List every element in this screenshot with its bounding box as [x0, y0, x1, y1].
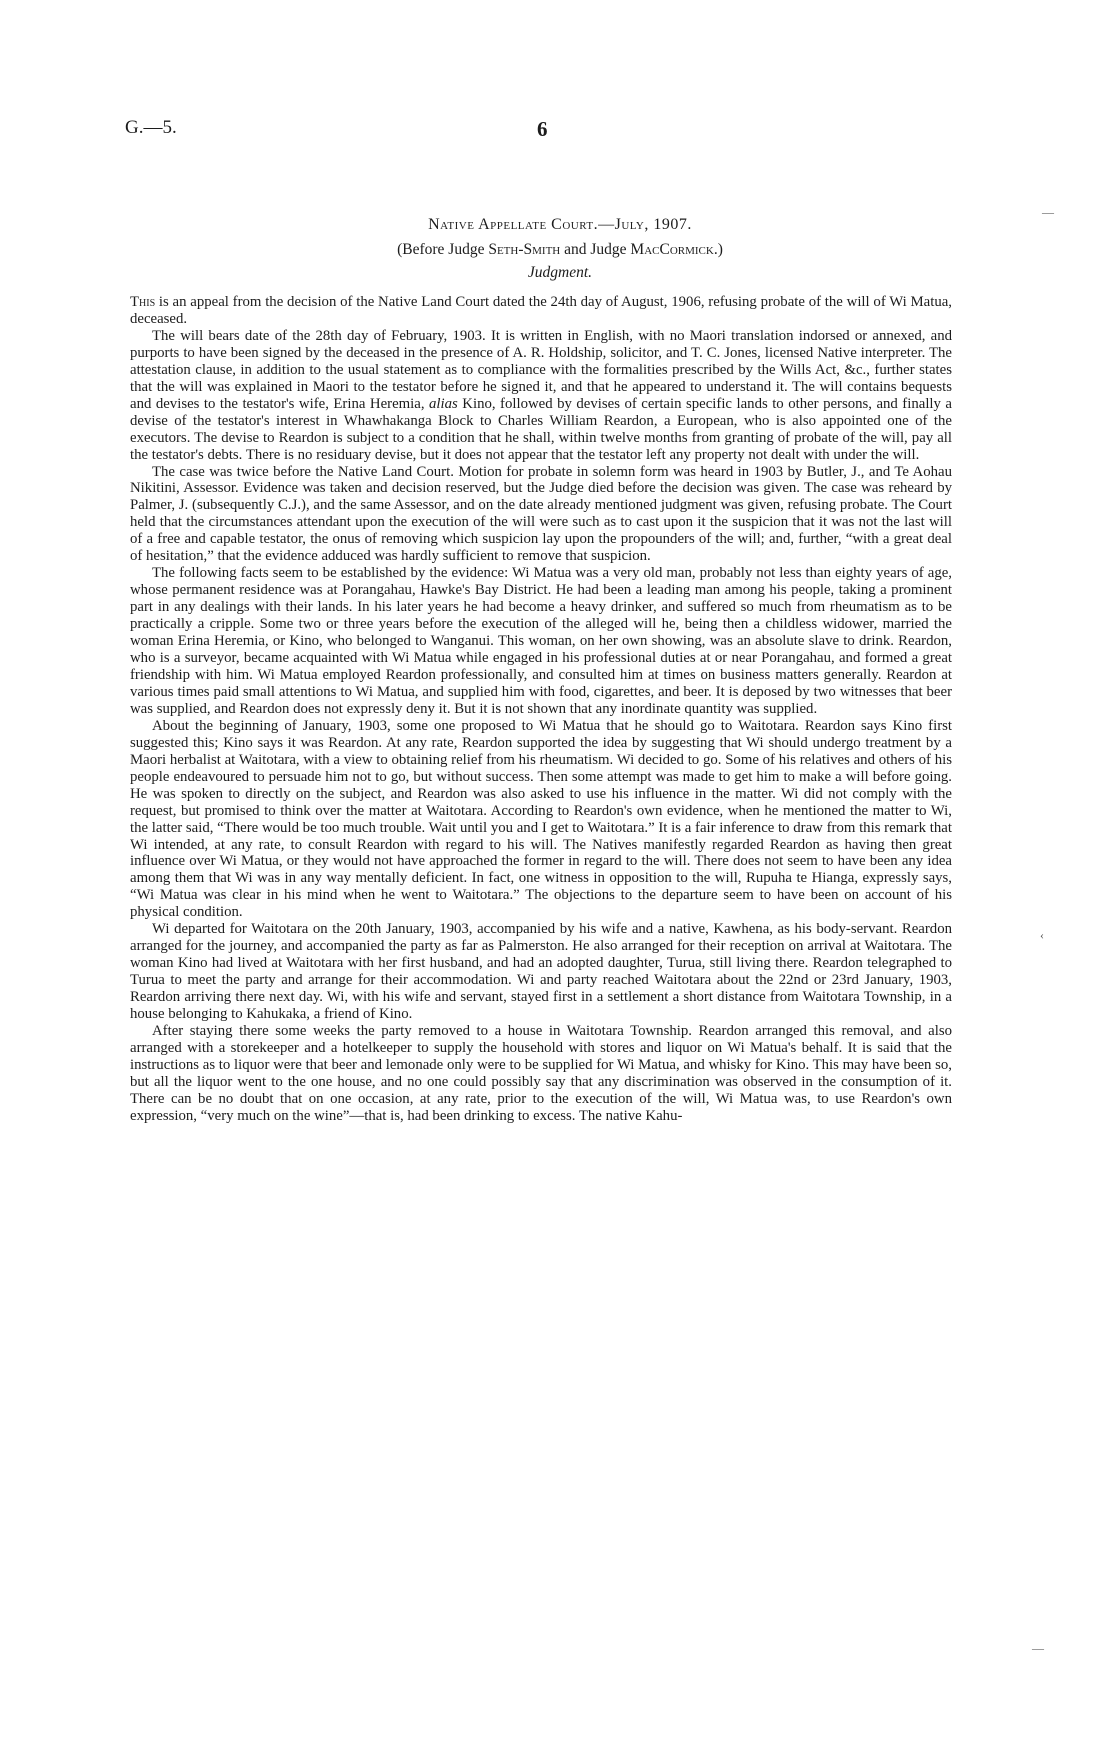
- judge-seth-smith: Seth-Smith: [488, 241, 561, 258]
- paragraph-text-continued: Kino, followed by devises of certain specific lands to other persons, and finally a devise of the testator's interest in Whawhakanga Block to Charles William Reardon, a European, who is also appointed one of the executors. The devise to Reardon is subject to a condition that he shall, within twelve months from granting of probate of the will, pay all the testator's debts. There is no residuary devise, but it does not appear that the testator left any property not dealt with under the will.: [130, 395, 952, 463]
- paragraph-italic: alias: [429, 395, 458, 412]
- paragraph-lead-word: This: [130, 294, 156, 310]
- scan-mark: ‹: [1040, 928, 1044, 942]
- paragraph: [130, 328, 952, 464]
- judges-line-prefix: (Before Judge: [397, 241, 489, 258]
- paragraph: After staying there some weeks the party removed to a house in Waitotara Township. Reardon arranged this removal, and also arranged with a storekeeper and a hotelkeeper to supply the household with stores and liquor on Wi Matua's behalf. It is said that the instructions as to liquor were that beer and lemonade only were to be supplied for Wi Matua, and whisky for Kino. This may have been so, but all the liquor went to the one house, and no one could possibly say that any discrimination was observed in the consumption of it. There can be no doubt that on one occasion, at any rate, prior to the execution of the will, Wi Matua was, to use Reardon's own expression, “very much on the wine”—that is, had been drinking to excess. The native Kahu-: [130, 1022, 952, 1124]
- paragraph: About the beginning of January, 1903, some one proposed to Wi Matua that he should go to Waitotara. Reardon says Kino first suggested this; Kino says it was Reardon. At any rate, Reardon supported the idea by suggesting that Wi should undergo treatment by a Maori herbalist at Waitotara, with a view to obtaining relief from his rheumatism. Wi decided to go. Some of his relatives and others of his people endeavoured to persuade him not to go, but without success. Then some attempt was made to get him to make a will before going. He was spoken to directly on the subject, and Reardon was also asked to use his influence in the matter. Wi did not comply with the request, but promised to think over the matter at Waitotara. According to Reardon's own evidence, when he mentioned the matter to Wi, the latter said, “There would be too much trouble. Wait until you and I get to Waitotara.” It is a fair inference to draw from this remark that Wi intended, at any rate, to consult Reardon with regard to his will. The Natives manifestly regarded Reardon as having then great influence over Wi Matua, or they would not have approached the former in regard to the will. There does not seem to have been any idea among them that Wi was in any way mentally deficient. In fact, one witness in opposition to the will, Rupuha te Hianga, expressly says, “Wi Matua was clear in his mind when he went to Waitotara.” The objections to the departure seem to have been on account of his physical condition.: [130, 717, 952, 921]
- scan-mark: —: [1032, 1641, 1044, 1655]
- judgment-heading: Judgment.: [527, 264, 593, 281]
- paragraph: Wi departed for Waitotara on the 20th January, 1903, accompanied by his wife and a native, Kawhena, as his body-servant. Reardon arranged for the journey, and accompanied the party as far as Palmerston. He also arranged for their reception on arrival at Waitotara. The woman Kino had lived at Waitotara with her first husband, and had an adopted daughter, Turua, still living there. Reardon telegraphed to Turua to meet the party and arrange for their accommodation. Wi and party reached Waitotara about the 22nd or 23rd January, 1903, Reardon arriving there next day. Wi, with his wife and servant, stayed first in a settlement a short distance from Waitotara Township, in a house belonging to Kahukaka, a friend of Kino.: [130, 921, 952, 1023]
- page-header: [125, 117, 565, 147]
- judges-line-mid: and Judge: [560, 241, 631, 258]
- paragraph-text: is an appeal from the decision of the Native Land Court dated the 24th day of August, 1906, refusing probate of the will of Wi Matua, deceased.: [130, 294, 952, 327]
- paragraph: The case was twice before the Native Land Court. Motion for probate in solemn form was heard in 1903 by Butler, J., and Te Aohau Nikitini, Assessor. Evidence was taken and decision reserved, but the Judge died before the decision was given. The case was reheard by Palmer, J. (subsequently C.J.), and the same Assessor, and on the date already mentioned judgment was given, refusing probate. The Court held that the circumstances attendant upon the execution of the will were such as to cast upon it the suspicion that it was not the last will of a free and capable testator, the onus of removing which suspicion lay upon the propounders of the will; and, further, “with a great deal of hesitation,” that the evidence adduced was hardly sufficient to remove that suspicion.: [130, 463, 952, 565]
- judges-line-suffix: .): [713, 241, 723, 258]
- court-heading: Native Appellate Court.—July, 1907.: [428, 216, 692, 233]
- paragraph: [130, 294, 952, 328]
- judgment-body: [130, 294, 952, 1125]
- page-number: 6: [537, 117, 548, 141]
- document-reference: G.—5.: [125, 117, 177, 138]
- paragraph-text: The will bears date of the 28th day of February, 1903. It is written in English, with no Maori translation indorsed or annexed, and purports to have been signed by the deceased in the presence of A. R. Holdship, solicitor, and T. C. Jones, licensed Native interpreter. The attestation clause, in addition to the usual statement as to compliance with the formalities prescribed by the Wills Act, &c., further states that the will was explained in Maori to the testator before he signed it, and that he appeared to understand it. The will contains bequests and devises to the testator's wife, Erina Heremia,: [130, 327, 952, 412]
- paragraph: The following facts seem to be established by the evidence: Wi Matua was a very old man, probably not less than eighty years of age, whose permanent residence was at Porangahau, Hawke's Bay District. He had been a leading man among his people, taking a prominent part in any dealings with their lands. In his later years he had become a heavy drinker, and suffered so much from rheumatism as to be practically a cripple. Some two or three years before the execution of the alleged will he, being then a childless widower, married the woman Erina Heremia, or Kino, who belonged to Wanganui. This woman, on her own showing, was an absolute slave to drink. Reardon, who is a surveyor, became acquainted with Wi Matua while engaged in his professional duties at or near Porangahau, and formed a great friendship with him. Wi Matua employed Reardon professionally, and consulted him at times on business matters generally. Reardon at various times paid small attentions to Wi Matua, and supplied him with food, cigarettes, and beer. It is deposed by two witnesses that beer was supplied, and Reardon does not expressly deny it. But it is not shown that any inordinate quantity was supplied.: [130, 565, 952, 717]
- title-block: [130, 216, 990, 282]
- scan-mark: —: [1042, 205, 1054, 219]
- judge-maccormick: MacCormick: [630, 241, 714, 258]
- judges-line: [130, 241, 990, 259]
